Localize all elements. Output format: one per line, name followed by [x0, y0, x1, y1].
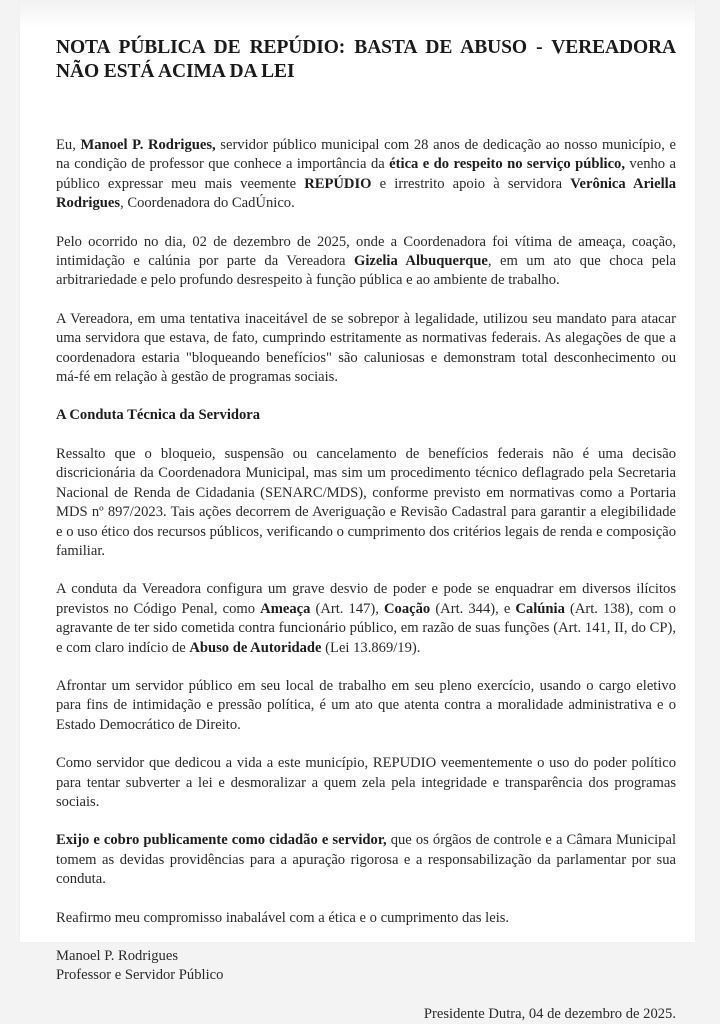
paragraph-demand: Exijo e cobro publicamente como cidadão e servidor, que os órgãos de controle e a Câmara Municipal tomem as devidas providências para a apuração rigorosa e a responsabilização da parlamentar por sua conduta. — [56, 832, 676, 888]
document-content — [56, 36, 676, 1024]
paragraph-allegations: A Vereadora, em uma tentativa inaceitável de se sobrepor à legalidade, utilizou seu mandato para atacar uma servidora que estava, de fato, cumprindo estritamente as normativas federais. As alegações de que a coordenadora estaria "bloqueando benefícios" são caluniosas e demonstram total desconhecimento ou má-fé em relação à gestão de programas sociais. — [56, 310, 676, 386]
paragraph-legal: A conduta da Vereadora configura um grave desvio de poder e pode se enquadrar em diversos ilícitos previstos no Código Penal, como Ameaça (Art. 147), Coação (Art. 344), e Calúnia (Art. 138), com o agravante de ter sido cometida contra funcionário público, em razão de suas funções (Art. 141, II, do CP), e com claro indício de Abuso de Autoridade (Lei 13.869/19). — [56, 581, 676, 656]
section-heading: A Conduta Técnica da Servidora — [56, 407, 261, 424]
signature-name: Manoel P. Rodrigues — [56, 948, 179, 964]
signature-role: Professor e Servidor Público — [56, 967, 224, 984]
author-name: Manoel P. Rodrigues, — [80, 137, 216, 153]
paragraph-reaffirm: Reafirmo meu compromisso inabalável com a ética e o cumprimento das leis. — [56, 909, 510, 926]
paragraph-incident: Pelo ocorrido no dia, 02 de dezembro de 2025, onde a Coordenadora foi vítima de ameaça, coação, intimidação e calúnia por parte da Vereadora Gizelia Albuquerque, em um ato que choca pela arbitrariedade e pelo profundo desrespeito à função pública e ao ambiente de trabalho. — [56, 233, 677, 289]
document-title: NOTA PÚBLICA DE REPÚDIO: BASTA DE ABUSO - VEREADORA NÃO ESTÁ ACIMA DA LEI — [56, 37, 676, 82]
paragraph-technical: Ressalto que o bloqueio, suspensão ou cancelamento de benefícios federais não é uma decisão discricionária da Coordenadora Municipal, mas sim um procedimento técnico deflagrado pela Secretaria Nacional de Renda de Cidadania (SENARC/MDS), conforme previsto em normativas como a Portaria MDS nº 897/2023. Tais ações decorrem de Averiguação e Revisão Cadastral para garantir a elegibilidade e o uso ético dos recursos públicos, verificando o cumprimento dos critérios legais de renda e composição familiar. — [56, 445, 676, 559]
place-date: Presidente Dutra, 04 de dezembro de 2025. — [423, 1005, 676, 1022]
councilwoman-name: Gizelia Albuquerque — [354, 253, 488, 270]
signature-block — [56, 947, 676, 986]
paragraph-repudio: Como servidor que dedicou a vida a este município, REPUDIO veementemente o uso do poder político para tentar subverter a lei e desmoralizar a quem zela pela integridade e transparência dos programas sociais. — [56, 755, 676, 810]
paragraph-affront: Afrontar um servidor público em seu local de trabalho em seu pleno exercício, usando o cargo eletivo para fins de intimidação e pressão política, é um ato que atenta contra a moralidade administrativa e o Estado Democrático de Direito. — [56, 677, 676, 733]
paragraph-intro: Eu, Manoel P. Rodrigues, servidor público municipal com 28 anos de dedicação ao nosso município, e na condição de professor que conhece a importância da ética e do respeito no serviço público, venho a público expressar meu mais veemente REPÚDIO e irrestrito apoio à servidora Verônica Ariella Rodrigues, Coordenadora do CadÚnico. — [56, 137, 676, 212]
supported-servant-name: Verônica Ariella Rodrigues — [56, 175, 676, 212]
document-page — [20, 0, 695, 1022]
